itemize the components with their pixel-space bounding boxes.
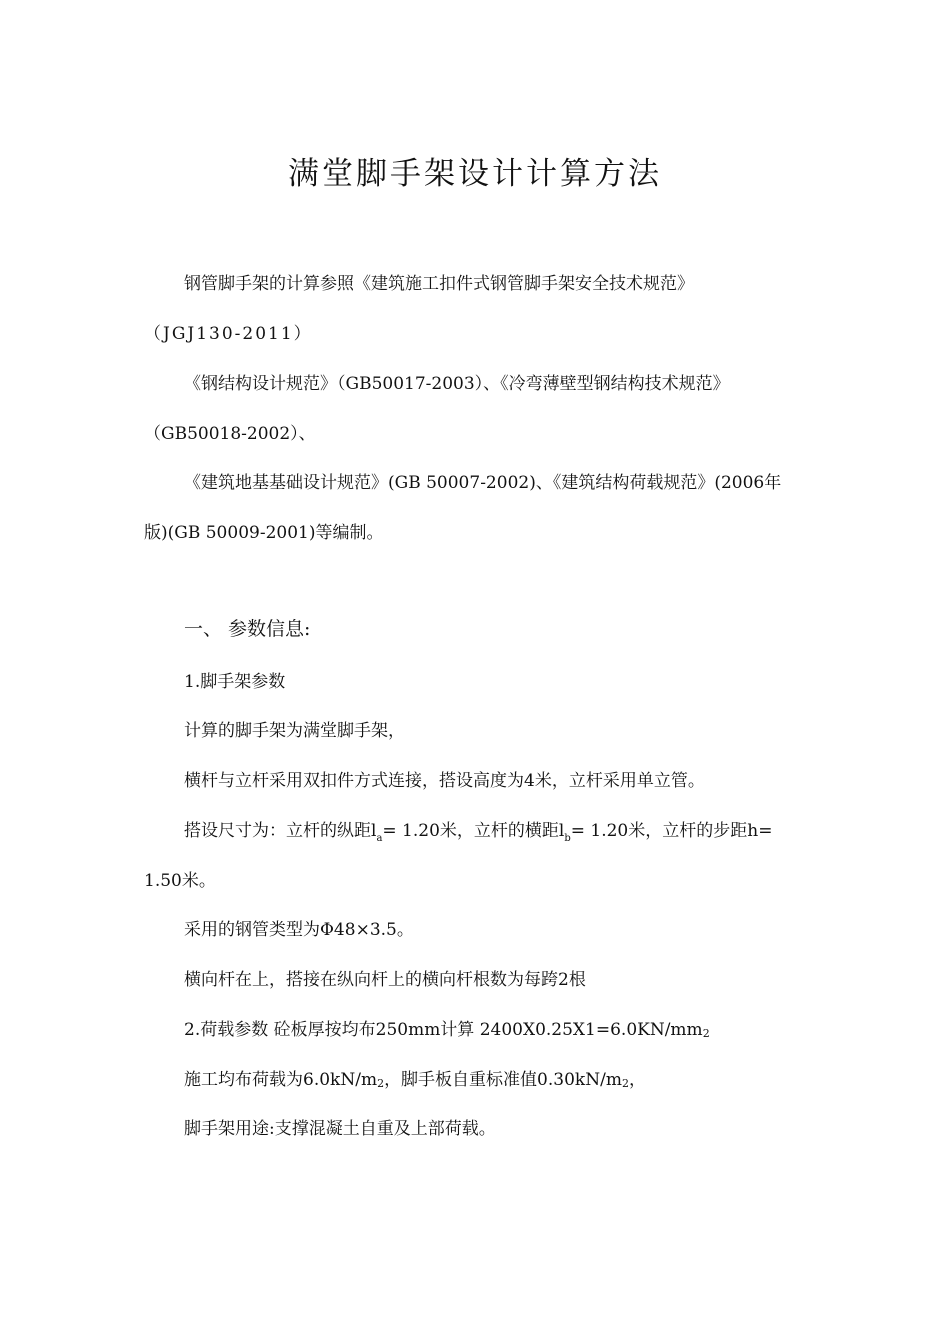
- param-line-pipe: 采用的钢管类型为Φ48×3.5。: [184, 920, 414, 940]
- subscript-a: a: [376, 833, 383, 844]
- dimension-text-c: = 1.20米，立杆的步距h=: [570, 821, 773, 841]
- dimension-text-b: = 1.20米，立杆的横距l: [382, 821, 565, 841]
- loads-text-a: 施工均布荷载为6.0kN/m: [184, 1070, 378, 1090]
- dimension-text-a: 搭设尺寸为：立杆的纵距l: [184, 821, 377, 841]
- loads-exponent-2: 2: [621, 1077, 629, 1090]
- param-line-dimensions-cont: 1.50米。: [144, 871, 216, 891]
- intro-line-5: 《建筑地基基础设计规范》(GB 50007-2002)、《建筑结构荷载规范》(2006年: [184, 473, 782, 493]
- subscript-b: b: [564, 833, 571, 844]
- load-params-exponent: 2: [702, 1027, 710, 1040]
- subheading-load-params: [184, 1018, 710, 1046]
- section-heading-params: 一、 参数信息:: [184, 618, 311, 640]
- loads-text-b: ，脚手板自重标准值0.30kN/m: [384, 1070, 622, 1090]
- intro-line-2: （JGJ130-2011）: [144, 324, 313, 344]
- document-title: 满堂脚手架设计计算方法: [288, 156, 662, 192]
- param-line-crossbar: 横向杆在上，搭接在纵向杆上的横向杆根数为每跨2根: [184, 970, 586, 990]
- param-line-loads: [184, 1068, 646, 1096]
- param-line-dimensions: [184, 819, 772, 851]
- load-params-text: 2.荷载参数 砼板厚按均布250mm计算 2400X0.25X1=6.0KN/mm: [184, 1020, 703, 1040]
- loads-text-c: ，: [628, 1070, 646, 1090]
- subheading-scaffold-params: 1.脚手架参数: [184, 672, 286, 692]
- intro-line-6: 版)(GB 50009-2001)等编制。: [144, 523, 384, 543]
- intro-line-3: 《钢结构设计规范》（GB50017-2003）、《冷弯薄壁型钢结构技术规范》: [184, 374, 730, 394]
- intro-line-1: 钢管脚手架的计算参照《建筑施工扣件式钢管脚手架安全技术规范》: [184, 274, 694, 294]
- param-line-connection: 横杆与立杆采用双扣件方式连接，搭设高度为4米，立杆采用单立管。: [184, 771, 705, 791]
- param-line-usage: 脚手架用途:支撑混凝土自重及上部荷载。: [184, 1119, 496, 1139]
- loads-exponent-1: 2: [377, 1077, 385, 1090]
- intro-line-4: （GB50018-2002）、: [144, 424, 316, 444]
- param-line-type: 计算的脚手架为满堂脚手架，: [184, 721, 405, 741]
